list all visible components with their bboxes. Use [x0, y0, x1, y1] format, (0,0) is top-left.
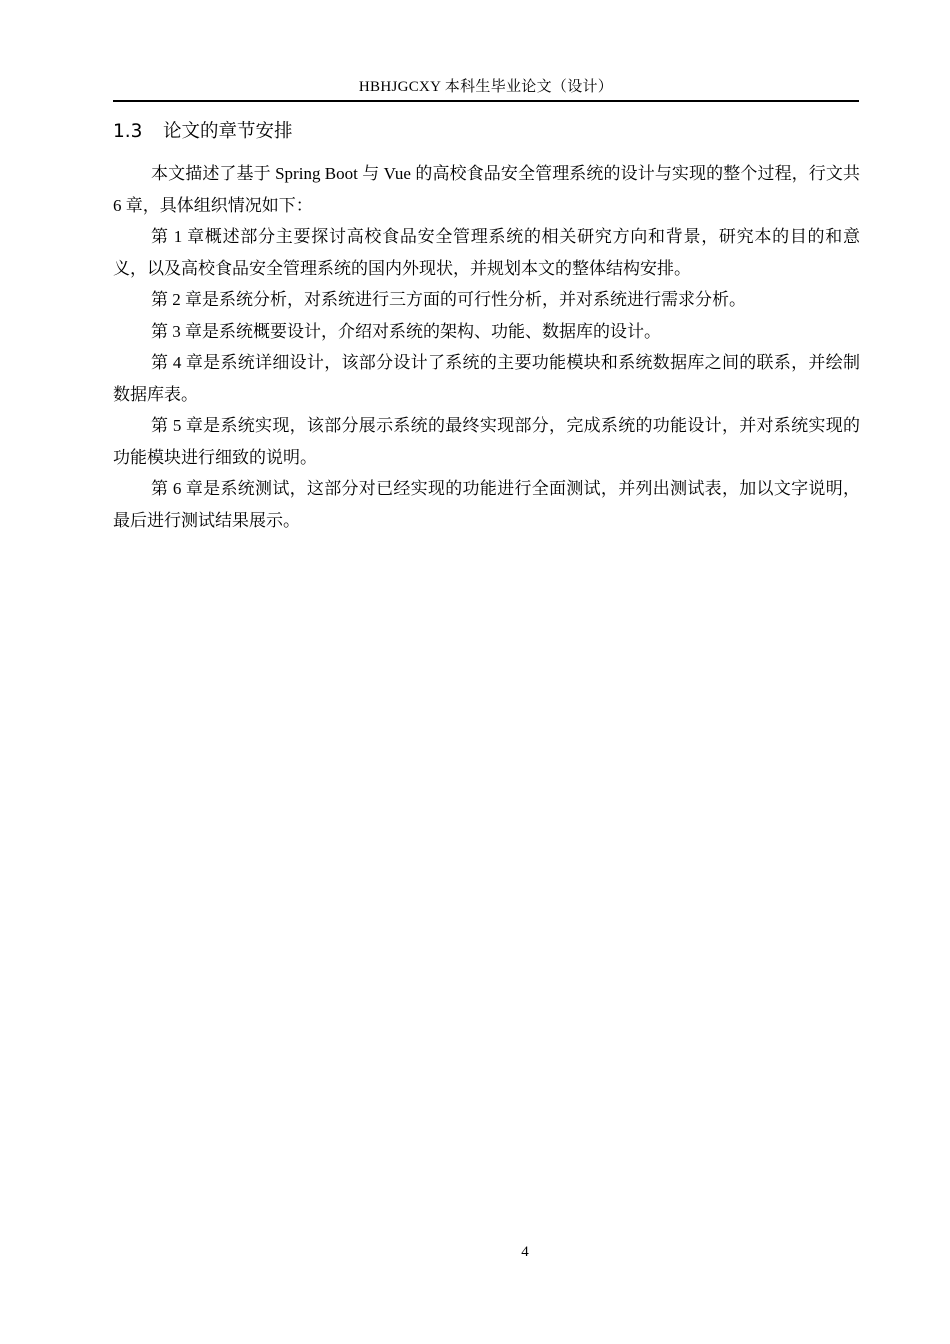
header-rule: [113, 100, 859, 102]
section-title: 论文的章节安排: [163, 121, 293, 142]
paragraph-chapter-6: 第 6 章是系统测试，这部分对已经实现的功能进行全面测试，并列出测试表，加以文字说明，最后进行测试结果展示。: [113, 479, 860, 530]
section-heading: [113, 118, 293, 146]
paragraph-intro: 本文描述了基于 Spring Boot 与 Vue 的高校食品安全管理系统的设计与实现的整个过程，行文共 6 章，具体组织情况如下：: [113, 164, 860, 215]
paragraph-chapter-5: 第 5 章是系统实现，该部分展示系统的最终实现部分，完成系统的功能设计，并对系统实现的功能模块进行细致的说明。: [113, 416, 860, 467]
running-header: HBHJGCXY 本科生毕业论文（设计）: [358, 79, 614, 95]
paragraph-chapter-1: 第 1 章概述部分主要探讨高校食品安全管理系统的相关研究方向和背景，研究本的目的和意义，以及高校食品安全管理系统的国内外现状，并规划本文的整体结构安排。: [113, 227, 860, 278]
page-number: 4: [521, 1244, 529, 1260]
body-text: [113, 158, 860, 536]
paragraph-chapter-4: 第 4 章是系统详细设计，该部分设计了系统的主要功能模块和系统数据库之间的联系，并绘制数据库表。: [113, 353, 860, 404]
section-number: 1.3: [113, 121, 143, 142]
paragraph-chapter-2: 第 2 章是系统分析，对系统进行三方面的可行性分析，并对系统进行需求分析。: [151, 290, 746, 309]
paragraph-chapter-3: 第 3 章是系统概要设计，介绍对系统的架构、功能、数据库的设计。: [151, 321, 661, 341]
